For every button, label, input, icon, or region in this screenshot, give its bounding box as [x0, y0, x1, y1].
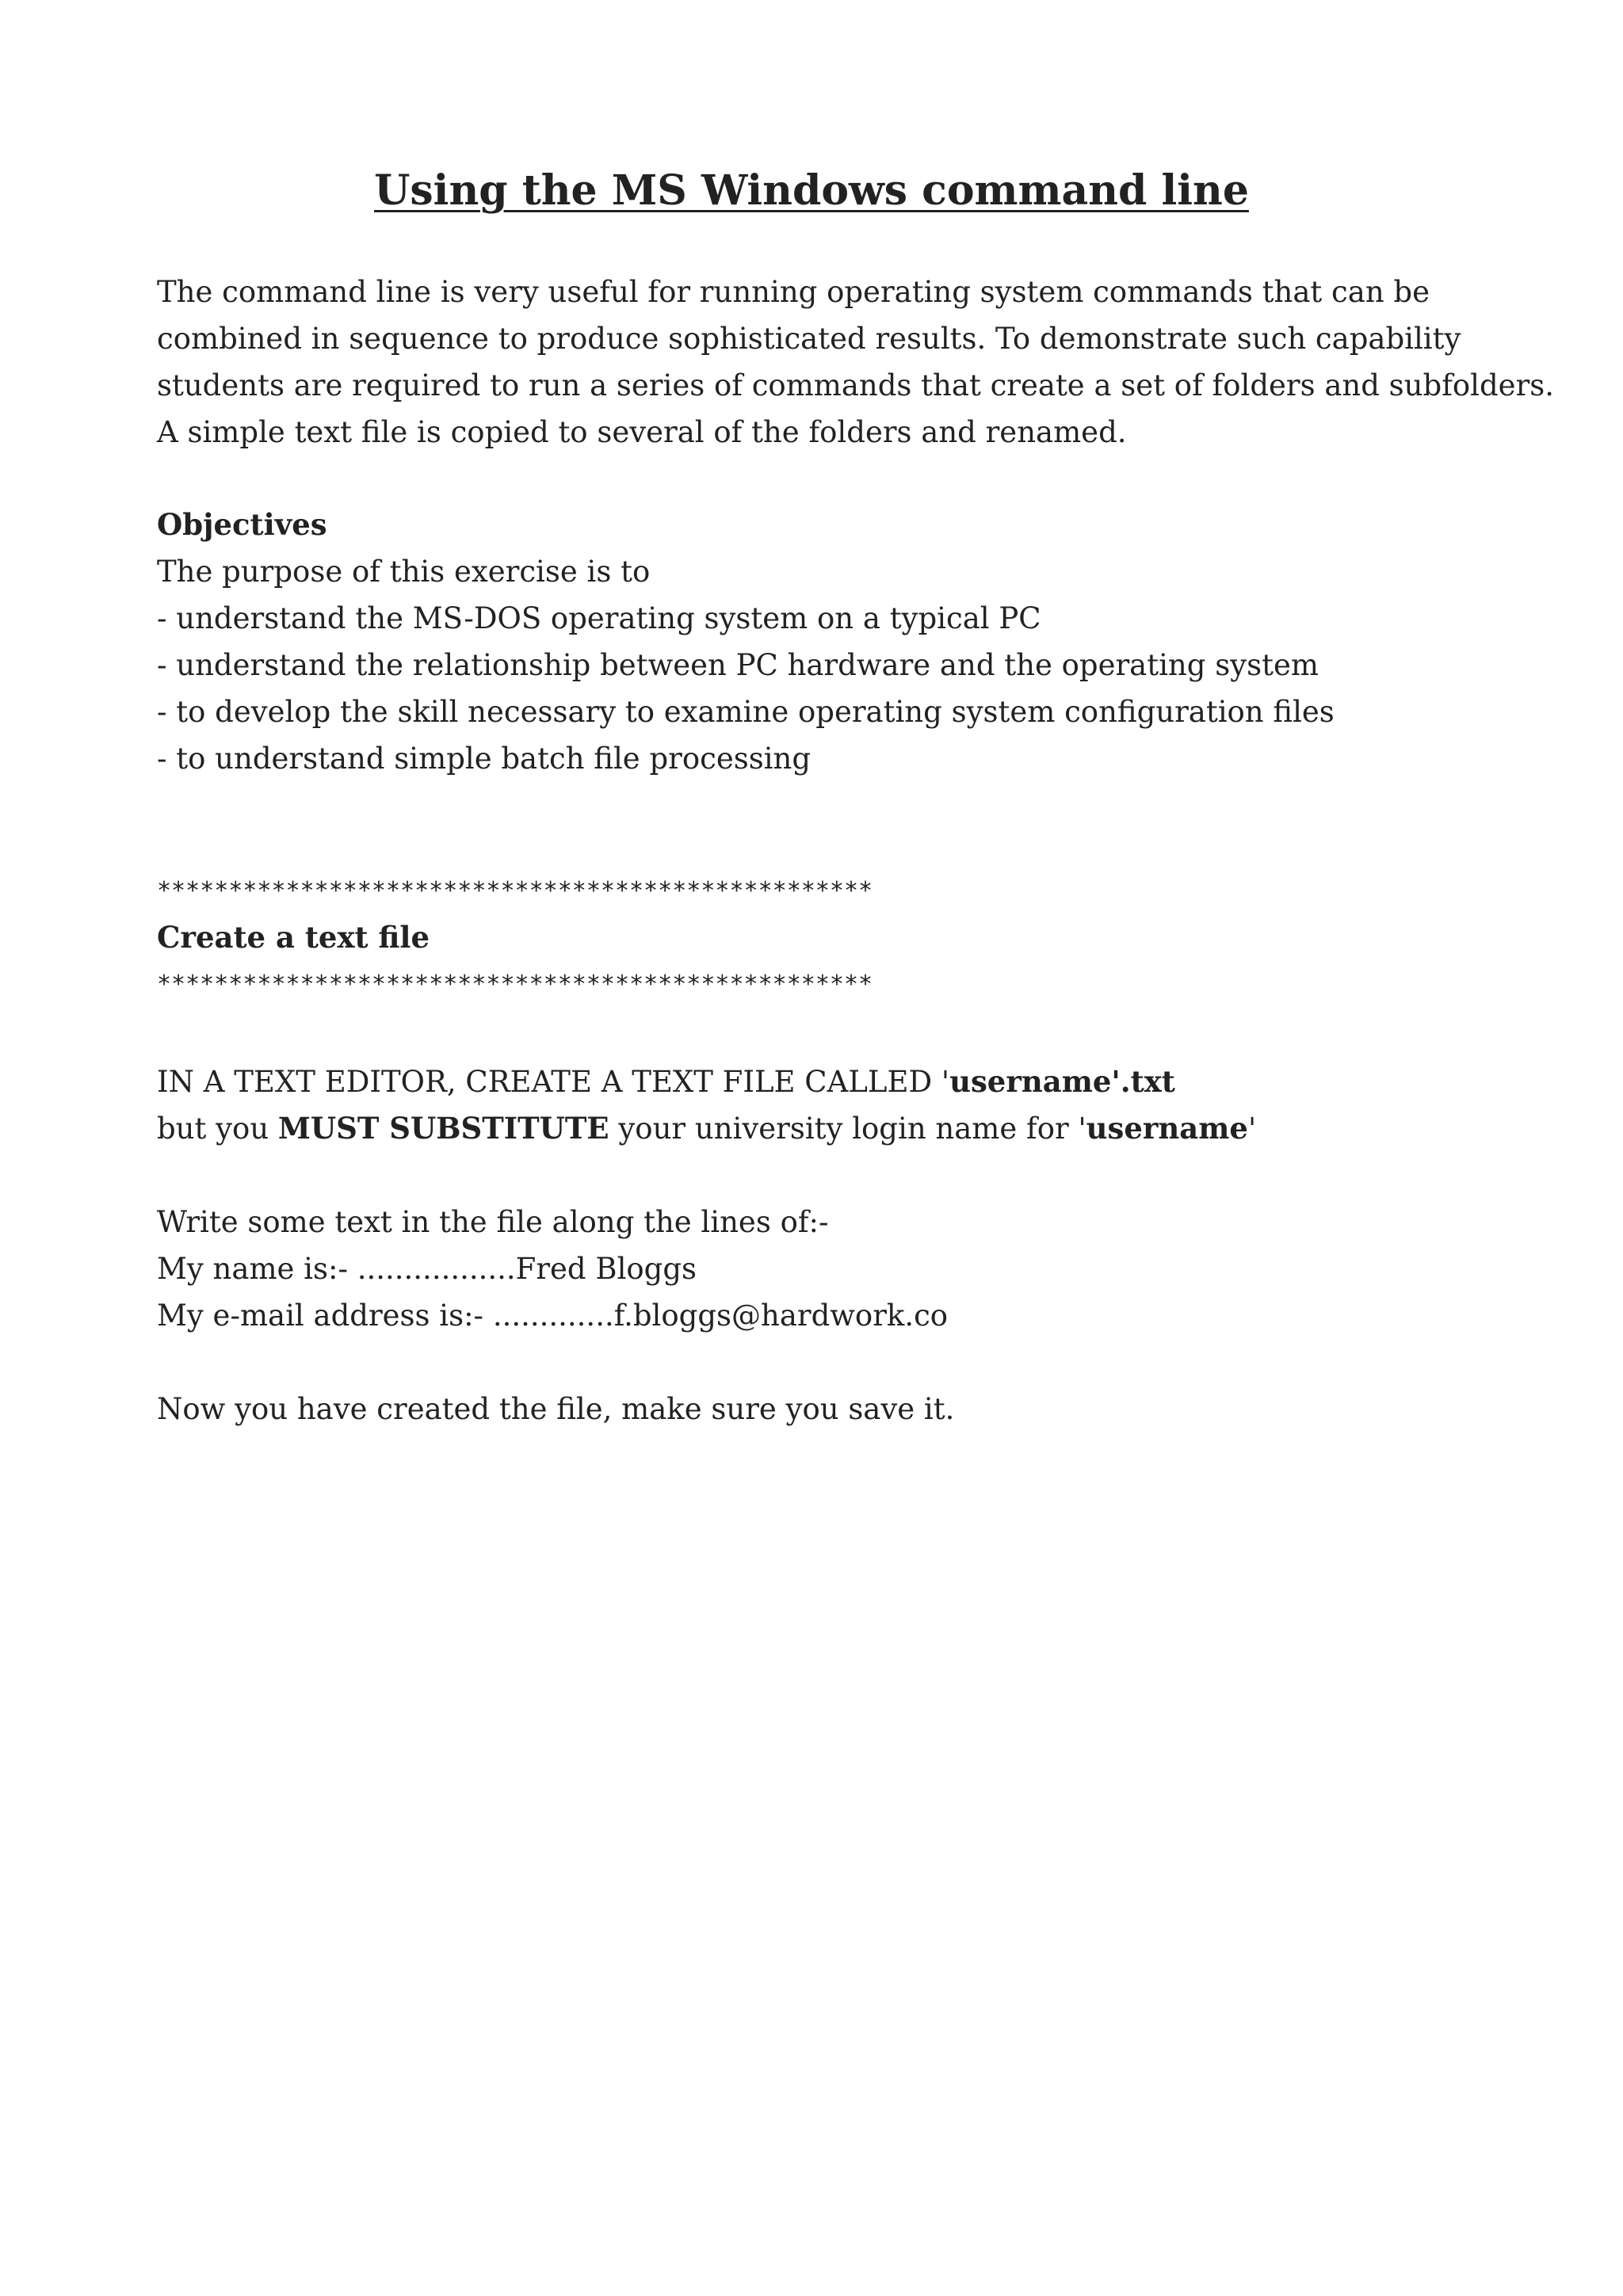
closing-paragraph — [157, 1386, 1520, 1432]
objective-item: - understand the relationship between PC hardware and the operating system — [157, 648, 1319, 682]
intro-paragraph — [157, 269, 1555, 456]
instructions-paragraph — [157, 1058, 1520, 1152]
instruction-text: IN A TEXT EDITOR, CREATE A TEXT FILE CALLED ' — [157, 1065, 950, 1099]
sample-lead: Write some text in the file along the lines of:- — [157, 1205, 829, 1239]
section-heading: Create a text file — [157, 920, 430, 955]
intro-line: A simple text file is copied to several of the folders and renamed. — [157, 415, 1127, 449]
instruction-line-1 — [157, 1058, 1520, 1105]
instruction-line-2 — [157, 1105, 1520, 1152]
sample-email-line: My e-mail address is:- .............f.bloggs@hardwork.co — [157, 1299, 949, 1333]
filename-bold: username'.txt — [949, 1064, 1175, 1099]
page-title: Using the MS Windows command line — [374, 166, 1249, 215]
sample-text-paragraph — [157, 1199, 1520, 1339]
sample-name-line: My name is:- .................Fred Bloggs — [157, 1252, 697, 1286]
intro-line: students are required to run a series of commands that create a set of folders and subfolders. — [157, 368, 1555, 402]
objective-item: - understand the MS-DOS operating system on a typical PC — [157, 601, 1041, 635]
objectives-heading: Objectives — [157, 507, 327, 542]
intro-line: The command line is very useful for running operating system commands that can be — [157, 275, 1430, 309]
intro-line: combined in sequence to produce sophisticated results. To demonstrate such capability — [157, 322, 1461, 356]
instruction-text: but you — [157, 1112, 278, 1146]
create-file-section-header — [157, 868, 1520, 1008]
instruction-text: your university login name for ' — [609, 1112, 1086, 1146]
closing-line: Now you have created the file, make sure you save it. — [157, 1392, 955, 1426]
instruction-text: ' — [1247, 1112, 1257, 1146]
username-bold: username — [1086, 1111, 1248, 1146]
objective-item: - to understand simple batch file processing — [157, 742, 812, 776]
stars-divider-top: ************************************************** — [157, 877, 873, 905]
objectives-section — [157, 502, 1520, 782]
must-substitute-bold: MUST SUBSTITUTE — [277, 1111, 609, 1146]
objectives-lead: The purpose of this exercise is to — [157, 555, 651, 589]
objective-item: - to develop the skill necessary to examine operating system configuration files — [157, 695, 1335, 729]
stars-divider-bottom: ************************************************** — [157, 971, 873, 998]
